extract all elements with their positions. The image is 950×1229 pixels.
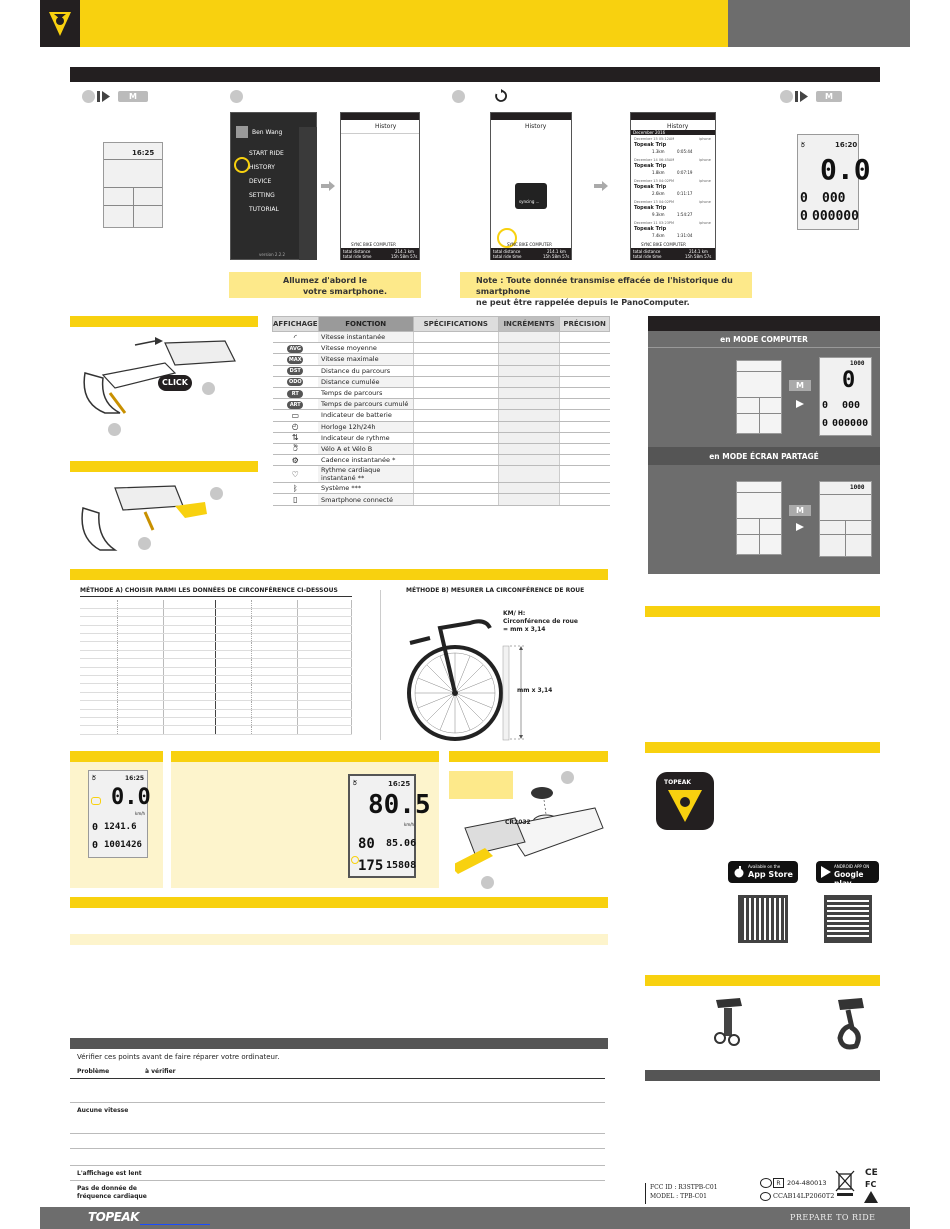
lcd-clock-2: 16:20: [835, 141, 858, 149]
col-increments: INCRÉMENTS: [498, 317, 560, 332]
menu-item-history[interactable]: HISTORY: [249, 164, 275, 171]
telec-mark-icon: [760, 1178, 772, 1188]
spec-function: Cadence instantanée *: [318, 455, 413, 466]
circ-label-1: Circonférence de roue: [503, 618, 578, 625]
circumference-row: [80, 659, 352, 667]
menu-item-device[interactable]: DEVICE: [249, 178, 272, 185]
mode-computer-m: M: [789, 380, 811, 391]
step-number-2: [230, 90, 243, 103]
spec-row: [273, 332, 610, 343]
footer-bar: [40, 1207, 910, 1229]
circumference-row: [80, 650, 352, 658]
r-code: 204-480013: [787, 1179, 827, 1187]
spec-row: [273, 399, 610, 410]
mode-split-m: M: [789, 505, 811, 516]
battery-illustration: [455, 778, 605, 878]
section-bar-battery: [449, 751, 608, 762]
pace-arrows-icon: ⇅: [291, 433, 299, 443]
spec-function: Indicateur de rythme: [318, 432, 413, 443]
step-number-4: [780, 90, 793, 103]
mode-panel-header: [648, 316, 880, 331]
spec-function: Distance du parcours: [318, 365, 413, 376]
col-precision: PRÉCISION: [560, 317, 610, 332]
spec-function: Temps de parcours: [318, 387, 413, 398]
weee-bin-icon: [834, 1169, 856, 1197]
topeak-logo-icon: [40, 0, 80, 47]
circumference-row: [80, 667, 352, 675]
spec-row: [273, 483, 610, 494]
note-transfer: Note : Toute donnée transmise effacée de l'historique du smartphone ne peut être rappelée depuis le PanoComputer.: [460, 272, 752, 298]
google-play-badge[interactable]: ANDROID APP ON Google play: [816, 861, 879, 883]
header-grey-bar: [728, 0, 910, 47]
battery-icon: ▭: [291, 410, 300, 420]
spec-function: Système ***: [318, 483, 413, 494]
circumference-row: [80, 634, 352, 642]
spec-badge: DST: [287, 367, 303, 375]
spec-function: Smartphone connecté: [318, 494, 413, 505]
kmh-label: KM/ H:: [503, 610, 526, 617]
spec-row: [273, 376, 610, 387]
circ-label-2: = mm x 3,14: [503, 626, 546, 633]
col-affichage: AFFICHAGE: [273, 317, 319, 332]
history-entry-1[interactable]: December 15 05:12AM iphone Topeak Trip 1.3km 0:05:44: [634, 137, 711, 154]
lcd-example-big: ර් 16:25 80.5 km/h 80 85.06 175 15808: [348, 774, 416, 878]
lcd-example-small: ර් 16:25 0.0 km/h 0 1241.6 0 1001426: [88, 770, 148, 858]
spec-function: Vélo A et Vélo B: [318, 443, 413, 454]
spec-row: [273, 387, 610, 398]
header-logo-block: [40, 0, 80, 47]
ccai-code: CCAB14LP2060T2: [773, 1192, 835, 1200]
section-bar-app: [645, 742, 880, 753]
circumference-row: [80, 617, 352, 625]
bike-ab-icon: ඊ: [292, 443, 298, 453]
spec-row: [273, 494, 610, 505]
sync-label[interactable]: SYNC BIKE COMPUTER: [351, 242, 396, 247]
play-triangle-icon: [796, 400, 804, 408]
section-bar-circumference: [70, 569, 608, 580]
menu-item-setting[interactable]: SETTING: [249, 192, 275, 199]
circumference-row: [80, 717, 352, 725]
mount-step-1: [108, 423, 121, 436]
spec-badge: RT: [287, 390, 303, 398]
play-triangle-icon-2: [796, 523, 804, 531]
circumference-row: [80, 692, 352, 700]
phone-menu-screen: Ben Wang START RIDE HISTORY DEVICE SETTING TUTORIAL version 2.2.2: [230, 112, 317, 260]
rcm-triangle-icon: [864, 1191, 878, 1203]
circumference-row: [80, 642, 352, 650]
syncing-dialog: syncing ...: [515, 183, 547, 209]
general-light-bar: [70, 934, 608, 945]
circumference-row: [80, 625, 352, 633]
spec-badge: ODO: [288, 379, 302, 386]
phone-history-empty: History SYNC BIKE COMPUTER total distance 214.1 km total ride time 15h 58m 57s: [340, 112, 420, 260]
menu-item-tutorial[interactable]: TUTORIAL: [249, 206, 279, 213]
ce-mark: CE: [865, 1168, 878, 1178]
circumference-row: [80, 726, 352, 734]
heart-icon-lcd: [351, 856, 359, 864]
battery-step-1: [481, 876, 494, 889]
spec-row: [273, 466, 610, 483]
menu-user-name: Ben Wang: [252, 129, 283, 136]
section-bar-lcd-big: [171, 751, 439, 762]
spec-row: [273, 421, 610, 432]
section-bar-pairing: [70, 67, 880, 82]
header-yellow-bar: [80, 0, 728, 47]
mm-label: mm x 3,14: [517, 687, 553, 694]
sync-icon: [494, 89, 508, 103]
note-allumez: Allumez d'abord le votre smartphone.: [229, 272, 421, 298]
mount-step-2: [202, 382, 215, 395]
spec-row: [273, 354, 610, 365]
bluetooth-icon: ᛒ: [292, 483, 298, 493]
spec-function: Vitesse moyenne: [318, 343, 413, 354]
trouble-row-no-hr-2: fréquence cardiaque: [77, 1193, 147, 1200]
trouble-row-slow-display: L'affichage est lent: [77, 1170, 142, 1177]
ccai-mark-icon: [760, 1192, 771, 1201]
circumference-row: [80, 600, 352, 608]
lcd-step4: ර් 16:20 0.0 0 000 0 000000: [797, 134, 859, 230]
section-bar-mount: [70, 316, 258, 327]
mode-split-label: en MODE ÉCRAN PARTAGÉ: [709, 452, 819, 461]
app-store-badge[interactable]: Available on the App Store: [728, 861, 798, 883]
step-number-1: [82, 90, 95, 103]
trouble-intro: Vérifier ces points avant de faire réparer votre ordinateur.: [77, 1053, 280, 1061]
spec-row: [273, 443, 610, 454]
history-highlight-circle: [234, 157, 250, 173]
r-mark-icon: R: [773, 1178, 784, 1188]
footer-link-underline[interactable]: [140, 1224, 210, 1225]
play-pause-icon: [97, 91, 115, 102]
method-a-title: MÉTHODE A) CHOISIR PARMI LES DONNÉES DE CIRCONFÉRENCE CI-DESSOUS: [80, 587, 338, 594]
battery-type-label: CR2032: [505, 819, 531, 826]
circumference-table: [80, 600, 352, 735]
mode-button-m-2: M: [816, 91, 842, 102]
method-b-title: MÉTHODE B) MESURER LA CIRCONFÉRENCE DE ROUE: [406, 587, 585, 594]
spec-function: Vitesse maximale: [318, 354, 413, 365]
stem-mount-illustration: [706, 998, 748, 1050]
section-bar-lcd: [70, 751, 163, 762]
arrow-right-icon: [321, 181, 335, 191]
history-entry-4[interactable]: December 13 04:02PM iphone Topeak Trip 9.3km 1:54:27: [634, 200, 711, 217]
trouble-col-problem: Problème: [77, 1068, 110, 1075]
fcc-box: FCC ID : R3STPB-C01 MODEL : TPB-C01: [645, 1183, 721, 1204]
cadence-icon: ⚙: [291, 455, 299, 465]
remove-step-2: [210, 487, 223, 500]
play-pause-icon-2: [795, 91, 813, 102]
topeak-app-icon[interactable]: TOPEAK: [656, 772, 714, 830]
trouble-col-check: à vérifier: [145, 1068, 176, 1075]
circumference-row: [80, 684, 352, 692]
lcd-clock: 16:25: [132, 149, 155, 157]
section-bar-accessories: [645, 975, 880, 986]
history-entry-3[interactable]: December 13 04:02PM iphone Topeak Trip 2.6km 0:11:17: [634, 179, 711, 196]
lcd-step1: [103, 142, 163, 228]
spec-function: Rythme cardiaque instantané **: [318, 466, 413, 483]
section-bar-general: [70, 897, 608, 908]
speed-gauge-icon: ◜: [293, 332, 297, 342]
history-title: History: [375, 123, 397, 130]
section-bar-right-dark: [645, 1070, 880, 1081]
mode-computer-label: en MODE COMPUTER: [720, 335, 808, 344]
spec-row: [273, 343, 610, 354]
mode-split-lcd-after: 1000: [819, 481, 872, 557]
spec-row: [273, 455, 610, 466]
click-badge: CLICK: [158, 375, 192, 391]
history-entry-2[interactable]: December 14 06:45AM iphone Topeak Trip 1.8km 0:07:19: [634, 158, 711, 175]
spec-row: [273, 410, 610, 421]
circumference-row: [80, 608, 352, 616]
spec-badge: ART: [287, 401, 303, 409]
qr-code-ios[interactable]: [741, 898, 785, 940]
spec-row: [273, 365, 610, 376]
arrow-right-icon-2: [594, 181, 608, 191]
heart-icon: ♡: [291, 469, 299, 479]
menu-avatar: [236, 126, 248, 138]
circumference-row: [80, 709, 352, 717]
mode-computer-lcd-after: 1000 0 0 000 0 000000: [819, 357, 872, 436]
col-specifications: SPÉCIFICATIONS: [413, 317, 498, 332]
mode-button-m: M: [118, 91, 148, 102]
lcd-highlight-icon: [91, 797, 101, 805]
spec-table: [272, 316, 610, 506]
qr-code-android[interactable]: [827, 898, 869, 940]
spec-row: [273, 432, 610, 443]
footer-brand: TOPEAK: [88, 1210, 139, 1224]
remove-step-1: [138, 537, 151, 550]
section-bar-right-1: [645, 606, 880, 617]
spec-badge: MAX: [288, 356, 302, 363]
spec-function: Vitesse instantanée: [318, 332, 413, 343]
phone-syncing: History syncing ... SYNC BIKE COMPUTER total distance 214.1 km total ride time 15h 58m 57s: [490, 112, 572, 260]
col-fonction: FONCTION: [318, 317, 413, 332]
smartphone-icon: ▯: [293, 495, 298, 505]
spec-badge: AVG: [287, 345, 303, 353]
trouble-row-no-hr-1: Pas de donnée de: [77, 1185, 137, 1192]
step-number-3: [452, 90, 465, 103]
mode-split-lcd-before: [736, 481, 782, 555]
google-play-icon: [821, 866, 831, 878]
fc-mark: FC: [865, 1180, 877, 1189]
circumference-row: [80, 701, 352, 709]
trouble-row-no-speed: Aucune vitesse: [77, 1107, 129, 1114]
spec-function: Indicateur de batterie: [318, 410, 413, 421]
mode-computer-lcd-before: [736, 360, 782, 434]
apple-icon: [734, 866, 744, 878]
bar-mount-illustration: [832, 998, 868, 1052]
section-bar-remove: [70, 461, 258, 472]
menu-item-start-ride[interactable]: START RIDE: [249, 150, 284, 157]
footer-slogan: PREPARE TO RIDE: [790, 1213, 876, 1222]
history-entry-5[interactable]: December 11 03:23PM iphone Topeak Trip 7.4km 1:31:04: [634, 221, 711, 238]
spec-function: Distance cumulée: [318, 376, 413, 387]
section-bar-trouble: [70, 1038, 608, 1049]
spec-function: Temps de parcours cumulé: [318, 399, 413, 410]
clock-icon: ◴: [291, 422, 299, 432]
spec-function: Horloge 12h/24h: [318, 421, 413, 432]
phone-history-list: History December 2016 December 15 05:12AM iphone Topeak Trip 1.3km 0:05:44 December 14 06:45AM iphone Topeak Trip 1.8km 0:07:19 December 13 04:02PM iphone Topeak Trip 2.6km 0:11:17 December 13 04:02PM iphone Topeak Trip 9.3km 1:54:27 December 11 03:23PM iphone Topeak Trip 7.4km 1:31:04 SYNC BIKE COMPUTER total distance 214.1 km total ride time 15h 58m 57s: [630, 112, 716, 260]
circumference-row: [80, 676, 352, 684]
